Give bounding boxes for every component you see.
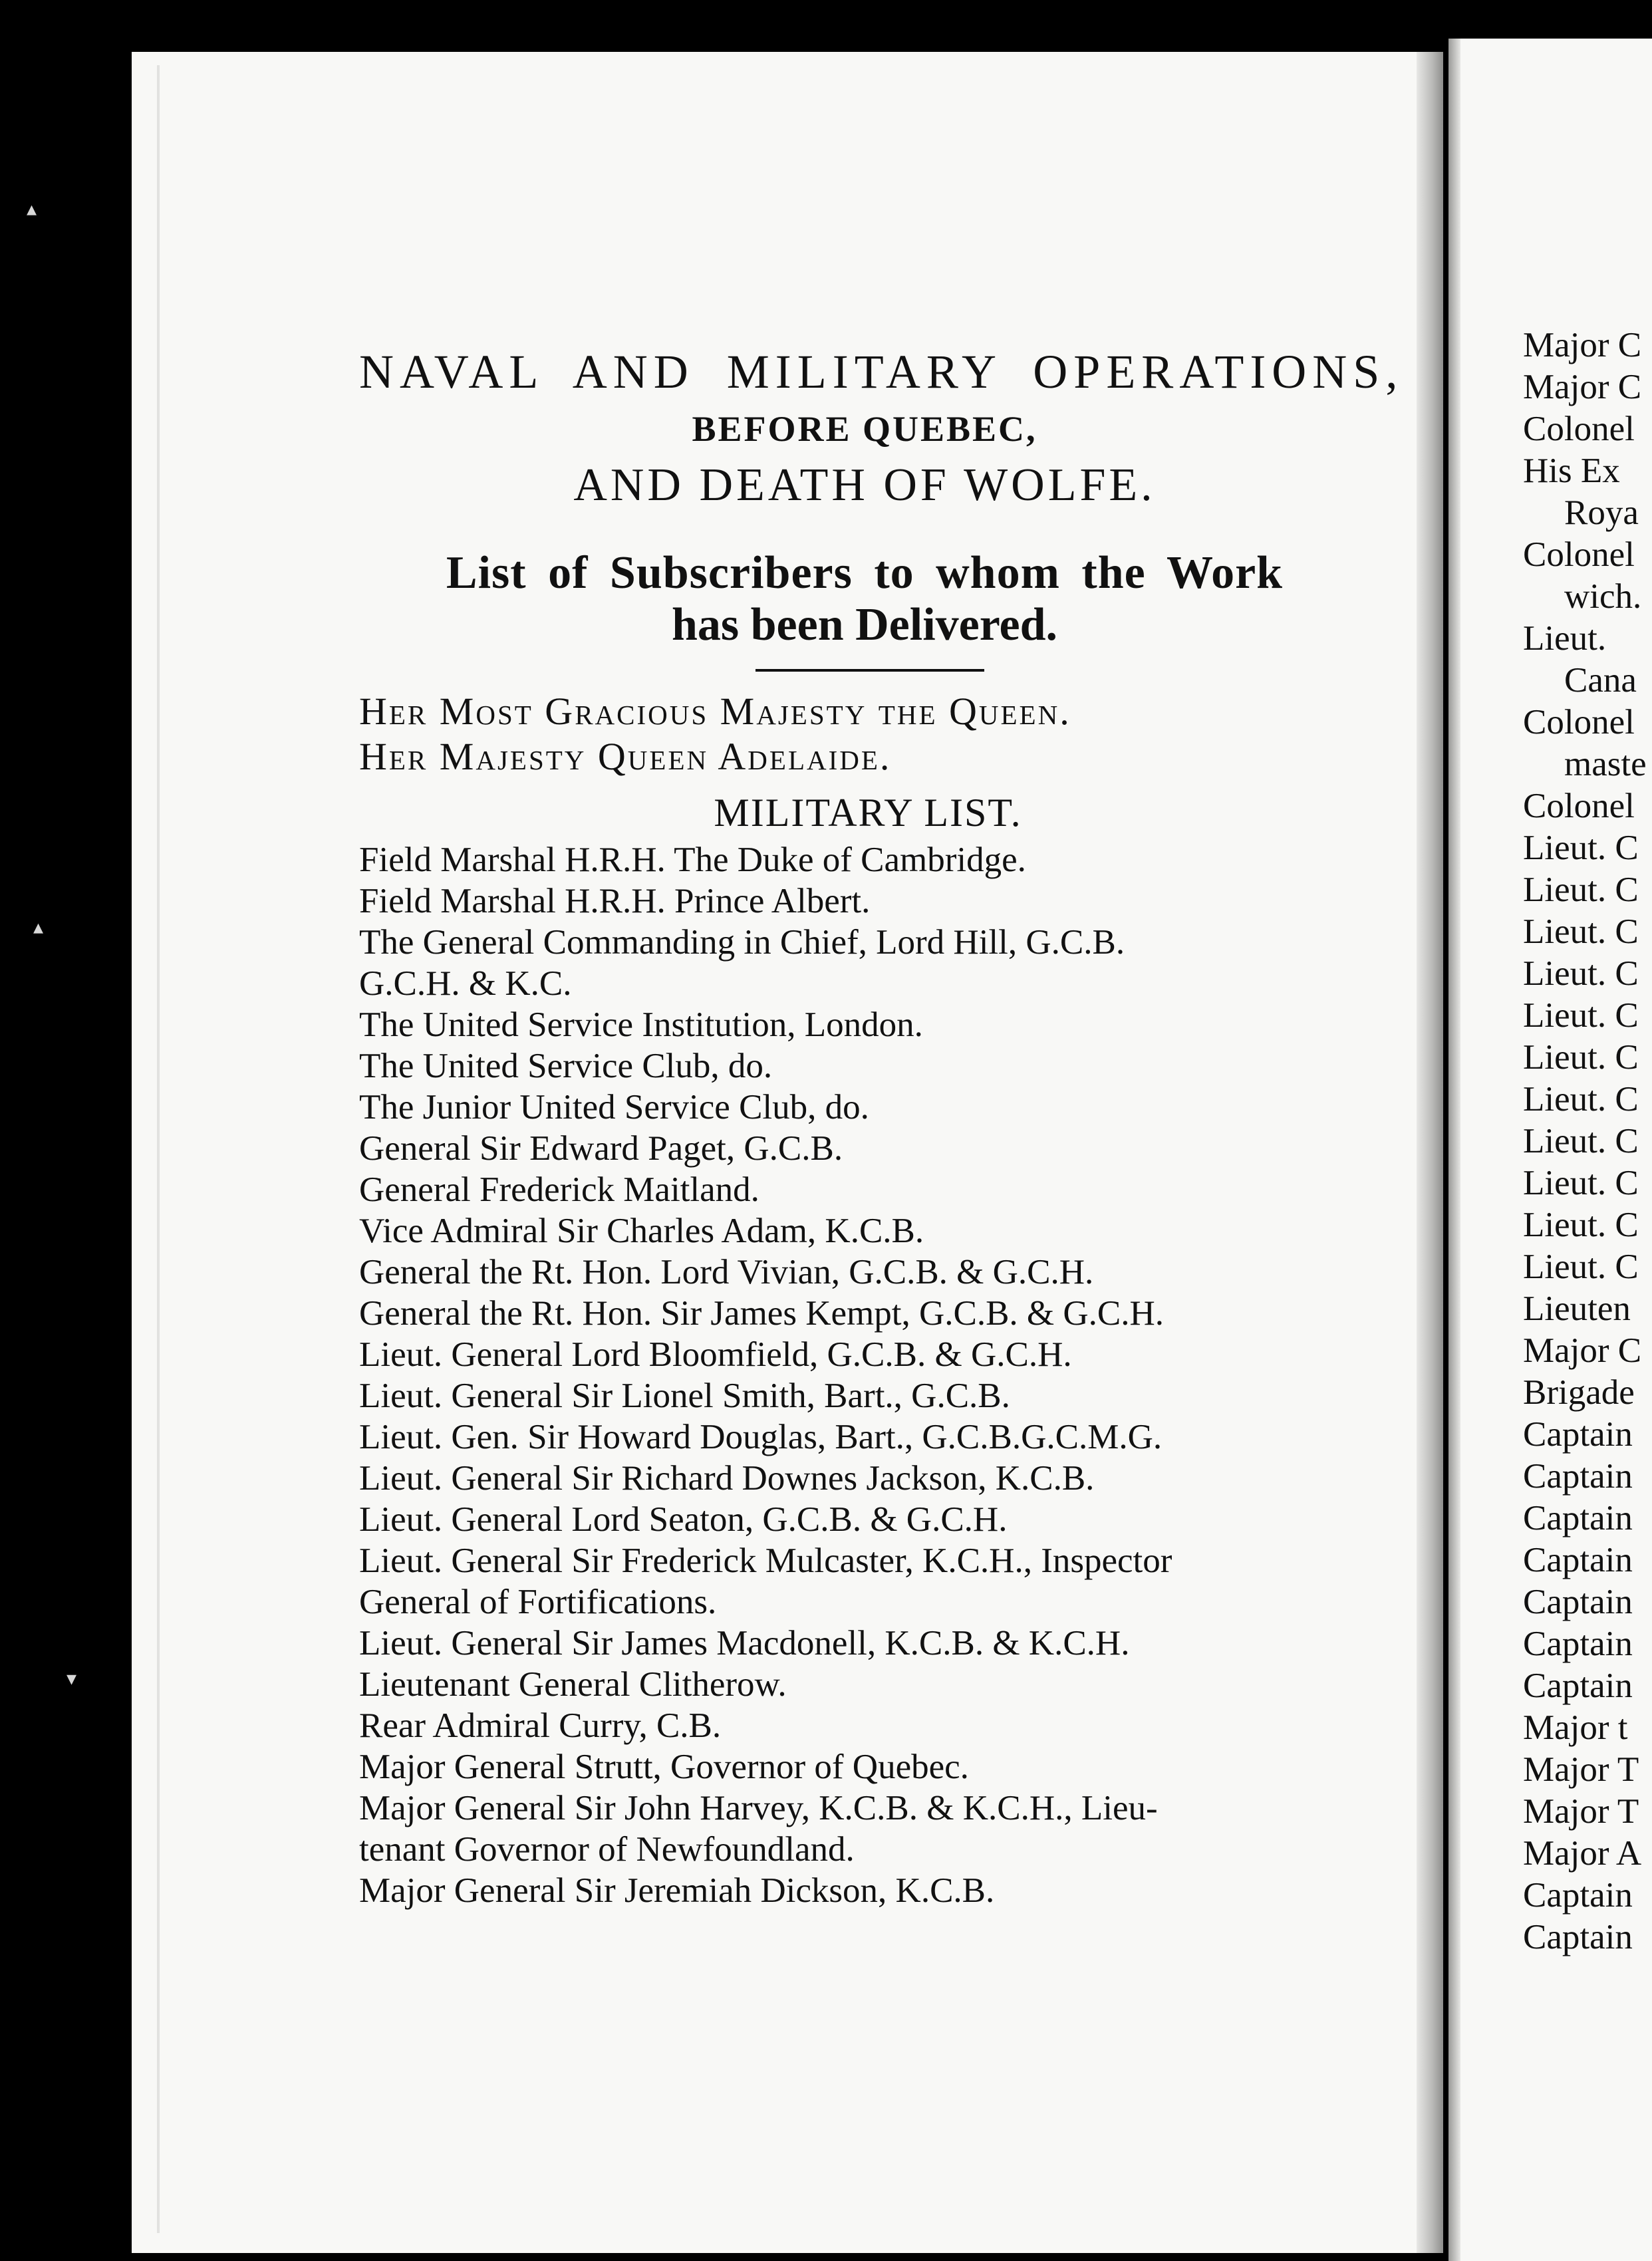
divider-rule	[756, 669, 984, 672]
subscriber-name: Major General Sir Jeremiah Dickson, K.C.B.	[359, 1871, 995, 1910]
facing-page-line: Colonel	[1523, 703, 1635, 741]
subscriber-entry	[359, 839, 1357, 880]
subscriber-name: Lieut. Gen. Sir Howard Douglas, Bart., G.C.B.G.C.M.G.	[359, 1418, 1163, 1456]
subscriber-name: Field Marshal H.R.H. Prince Albert.	[359, 882, 871, 920]
facing-page-line: Lieut. C	[1523, 954, 1639, 993]
subscriber-name: Major General Strutt, Governor of Quebec.	[359, 1748, 969, 1786]
subscriber-entry	[359, 1293, 1357, 1334]
subscriber-entry	[359, 1788, 1357, 1870]
facing-page-line: Major T	[1523, 1750, 1639, 1789]
facing-page-edge	[1448, 39, 1460, 2261]
subscriber-name: Rear Admiral Curry, C.B.	[359, 1706, 722, 1745]
subscriber-name: The United Service Institution, London.	[359, 1005, 923, 1044]
facing-page-line: Major t	[1523, 1708, 1628, 1747]
facing-page-line: Lieut. C	[1523, 1122, 1639, 1160]
facing-page-line: Major C	[1523, 368, 1642, 406]
scan-speck: ▴	[27, 198, 37, 221]
subscriber-entry	[359, 1416, 1357, 1458]
subscriber-entry	[359, 1210, 1357, 1252]
facing-page-line: Captain	[1523, 1415, 1633, 1454]
scan-speck: ▾	[67, 1667, 77, 1690]
subscriber-entry	[359, 880, 1357, 922]
facing-page-line: Lieut. C	[1523, 1164, 1639, 1202]
subscriber-name: The Junior United Service Club, do.	[359, 1088, 869, 1127]
subscriber-name: Major General Sir John Harvey, K.C.B. & K.C.H., Lieu-	[359, 1789, 1158, 1827]
subscriber-entry	[359, 1746, 1357, 1788]
facing-page-line: Colonel	[1523, 410, 1635, 448]
title-line-2: BEFORE QUEBEC,	[692, 409, 1037, 449]
subscriber-entry	[359, 1252, 1357, 1293]
facing-page-line: Captain	[1523, 1499, 1633, 1537]
subscriber-entry	[359, 1375, 1357, 1416]
facing-page-line: Captain	[1523, 1583, 1633, 1621]
facing-page-line: Brigade	[1523, 1373, 1635, 1412]
page-edge-line	[157, 65, 160, 2233]
subtitle-line-1: List of Subscribers to whom the Work	[446, 547, 1284, 598]
facing-page-line: Lieut. C	[1523, 1080, 1639, 1119]
subscriber-name: Lieut. General Lord Seaton, G.C.B. & G.C.H.	[359, 1500, 1008, 1539]
subscriber-name-continuation: General of Fortifications.	[359, 1583, 717, 1621]
facing-page-line: Captain	[1523, 1876, 1633, 1915]
subscriber-name: General Sir Edward Paget, G.C.B.	[359, 1129, 843, 1168]
page-fold-shadow	[1417, 52, 1443, 2253]
facing-page-text	[1523, 325, 1647, 1958]
subscriber-name: The General Commanding in Chief, Lord Hill, G.C.B.	[359, 923, 1125, 962]
facing-page-line: Captain	[1523, 1918, 1633, 1956]
facing-page-line: wich.	[1564, 577, 1642, 616]
facing-page-line: Lieuten	[1523, 1289, 1631, 1328]
subscriber-name: General the Rt. Hon. Lord Vivian, G.C.B. & G.C.H.	[359, 1253, 1094, 1291]
subscriber-entry	[359, 1870, 1357, 1911]
subscriber-name: Lieut. General Lord Bloomfield, G.C.B. & G.C.H.	[359, 1335, 1072, 1374]
subscriber-name-continuation: tenant Governor of Newfoundland.	[359, 1830, 855, 1869]
subscriber-name: Lieutenant General Clitherow.	[359, 1665, 787, 1704]
subscriber-entry	[359, 1169, 1357, 1210]
subscriber-name: The United Service Club, do.	[359, 1047, 773, 1085]
facing-page-line: Major C	[1523, 326, 1642, 364]
subscriber-name: Field Marshal H.R.H. The Duke of Cambridge.	[359, 841, 1026, 879]
title-line-3: AND DEATH OF WOLFE.	[573, 460, 1156, 511]
facing-page-line: Colonel	[1523, 787, 1635, 825]
subscriber-entry	[359, 1087, 1357, 1128]
subscriber-name: Vice Admiral Sir Charles Adam, K.C.B.	[359, 1212, 924, 1250]
royal-subscriber: Her Majesty Queen Adelaide.	[359, 735, 892, 778]
facing-page-line: maste	[1564, 745, 1647, 783]
subscriber-entry	[359, 1705, 1357, 1746]
subscriber-name: Lieut. General Sir Lionel Smith, Bart., G.C.B.	[359, 1377, 1010, 1415]
subscriber-name: Lieut. General Sir Richard Downes Jackson, K.C.B.	[359, 1459, 1095, 1498]
facing-page-line: His Ex	[1523, 452, 1620, 490]
subscriber-entry	[359, 1458, 1357, 1499]
facing-page-line: Captain	[1523, 1625, 1633, 1663]
facing-page-line: Captain	[1523, 1457, 1633, 1496]
facing-page-line: Major C	[1523, 1331, 1642, 1370]
facing-page-line: Colonel	[1523, 535, 1635, 574]
facing-page-line: Lieut.	[1523, 619, 1607, 658]
facing-page-line: Lieut. C	[1523, 870, 1639, 909]
subscriber-name: General Frederick Maitland.	[359, 1170, 759, 1209]
subscriber-entry	[359, 1499, 1357, 1540]
subscriber-entry	[359, 1540, 1357, 1623]
title-line-1: NAVAL AND MILITARY OPERATIONS,	[359, 345, 1404, 398]
facing-page-line: Roya	[1564, 493, 1639, 532]
subscriber-entry	[359, 1004, 1357, 1045]
subscriber-list	[359, 839, 1357, 1911]
subscriber-entry	[359, 1623, 1357, 1664]
facing-page-line: Lieut. C	[1523, 1206, 1639, 1244]
facing-page-line: Major T	[1523, 1792, 1639, 1831]
facing-page-line: Lieut. C	[1523, 912, 1639, 951]
subscriber-entry	[359, 922, 1357, 1004]
subscriber-entry	[359, 1334, 1357, 1375]
facing-page-line: Lieut. C	[1523, 1248, 1639, 1286]
facing-page-line: Cana	[1564, 661, 1637, 700]
subscriber-name: Lieut. General Sir Frederick Mulcaster, K.C.H., Inspector	[359, 1541, 1172, 1580]
subscriber-name: Lieut. General Sir James Macdonell, K.C.B. & K.C.H.	[359, 1624, 1130, 1662]
subscriber-name-continuation: G.C.H. & K.C.	[359, 964, 572, 1003]
section-heading: MILITARY LIST.	[714, 791, 1022, 835]
facing-page-line: Captain	[1523, 1541, 1633, 1579]
scan-speck: ▴	[33, 916, 44, 939]
subscriber-entry	[359, 1664, 1357, 1705]
facing-page-line: Lieut. C	[1523, 996, 1639, 1035]
facing-page-line: Captain	[1523, 1666, 1633, 1705]
facing-page-line: Lieut. C	[1523, 829, 1639, 867]
subtitle-line-2: has been Delivered.	[671, 599, 1058, 650]
royal-subscriber: Her Most Gracious Majesty the Queen.	[359, 690, 1071, 733]
subscriber-name: General the Rt. Hon. Sir James Kempt, G.C.B. & G.C.H.	[359, 1294, 1165, 1333]
facing-page-line: Major A	[1523, 1834, 1642, 1873]
subscriber-entry	[359, 1045, 1357, 1087]
facing-page-line: Lieut. C	[1523, 1038, 1639, 1077]
subscriber-entry	[359, 1128, 1357, 1169]
